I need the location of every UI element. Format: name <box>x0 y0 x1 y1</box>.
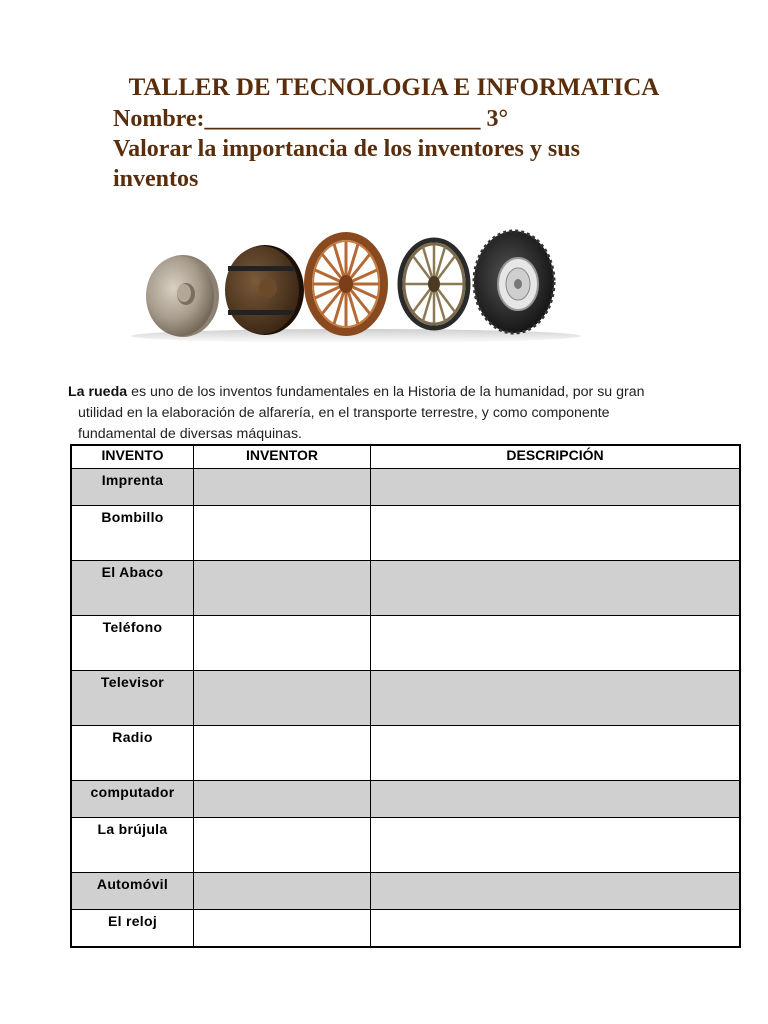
intro-bold-term: La rueda <box>68 384 128 400</box>
descripcion-cell[interactable] <box>371 671 741 726</box>
spoked-wheel-icon <box>308 236 384 332</box>
table-row <box>71 781 740 818</box>
intro-line-1: es uno de los inventos fundamentales en la Historia de la humanidad, por su gran <box>127 384 645 400</box>
descripcion-cell[interactable] <box>371 873 741 910</box>
tire-icon <box>474 231 554 333</box>
descripcion-cell[interactable] <box>371 561 741 616</box>
worksheet-header <box>0 72 768 194</box>
descripcion-cell[interactable] <box>371 726 741 781</box>
invento-cell: Radio <box>71 726 194 781</box>
inventor-cell[interactable] <box>194 616 371 671</box>
inventor-cell[interactable] <box>194 561 371 616</box>
intro-line-2: utilidad en la elaboración de alfarería, en el transporte terrestre, y como componente <box>78 405 610 421</box>
table-row <box>71 506 740 561</box>
wooden-wheel-icon <box>225 245 304 335</box>
objective-line-2: inventos <box>113 166 199 192</box>
inventor-cell[interactable] <box>194 781 371 818</box>
invento-cell: El reloj <box>71 910 194 947</box>
table-row <box>71 873 740 910</box>
inventor-cell[interactable] <box>194 671 371 726</box>
invento-cell: computador <box>71 781 194 818</box>
invento-cell: Teléfono <box>71 616 194 671</box>
inventor-cell[interactable] <box>194 726 371 781</box>
table-row <box>71 561 740 616</box>
invento-cell: Bombillo <box>71 506 194 561</box>
page-title: TALLER DE TECNOLOGIA E INFORMATICA <box>128 74 660 101</box>
name-line: Nombre:_______________________ 3° <box>113 106 509 132</box>
table-header-row <box>71 445 740 469</box>
inventions-table <box>70 444 741 948</box>
table-row <box>71 818 740 873</box>
invento-cell: Imprenta <box>71 469 194 506</box>
table-row <box>71 469 740 506</box>
stone-wheel-icon <box>146 255 219 337</box>
inventor-cell[interactable] <box>194 506 371 561</box>
intro-line-3: fundamental de diversas máquinas. <box>78 426 302 442</box>
table-row <box>71 726 740 781</box>
header-descripcion: DESCRIPCIÓN <box>371 445 741 469</box>
table-row <box>71 616 740 671</box>
cart-wheel-icon <box>400 240 468 328</box>
table-row <box>71 910 740 947</box>
intro-paragraph <box>68 382 728 445</box>
descripcion-cell[interactable] <box>371 781 741 818</box>
table-row <box>71 671 740 726</box>
descripcion-cell[interactable] <box>371 818 741 873</box>
descripcion-cell[interactable] <box>371 469 741 506</box>
descripcion-cell[interactable] <box>371 910 741 947</box>
objective-line-1: Valorar la importancia de los inventores y sus <box>113 136 580 162</box>
inventor-cell[interactable] <box>194 469 371 506</box>
descripcion-cell[interactable] <box>371 616 741 671</box>
inventor-cell[interactable] <box>194 818 371 873</box>
invento-cell: El Abaco <box>71 561 194 616</box>
inventor-cell[interactable] <box>194 910 371 947</box>
wheel-evolution-image <box>128 218 583 348</box>
descripcion-cell[interactable] <box>371 506 741 561</box>
invento-cell: Televisor <box>71 671 194 726</box>
inventor-cell[interactable] <box>194 873 371 910</box>
invento-cell: La brújula <box>71 818 194 873</box>
header-invento: INVENTO <box>71 445 194 469</box>
invento-cell: Automóvil <box>71 873 194 910</box>
header-inventor: INVENTOR <box>194 445 371 469</box>
